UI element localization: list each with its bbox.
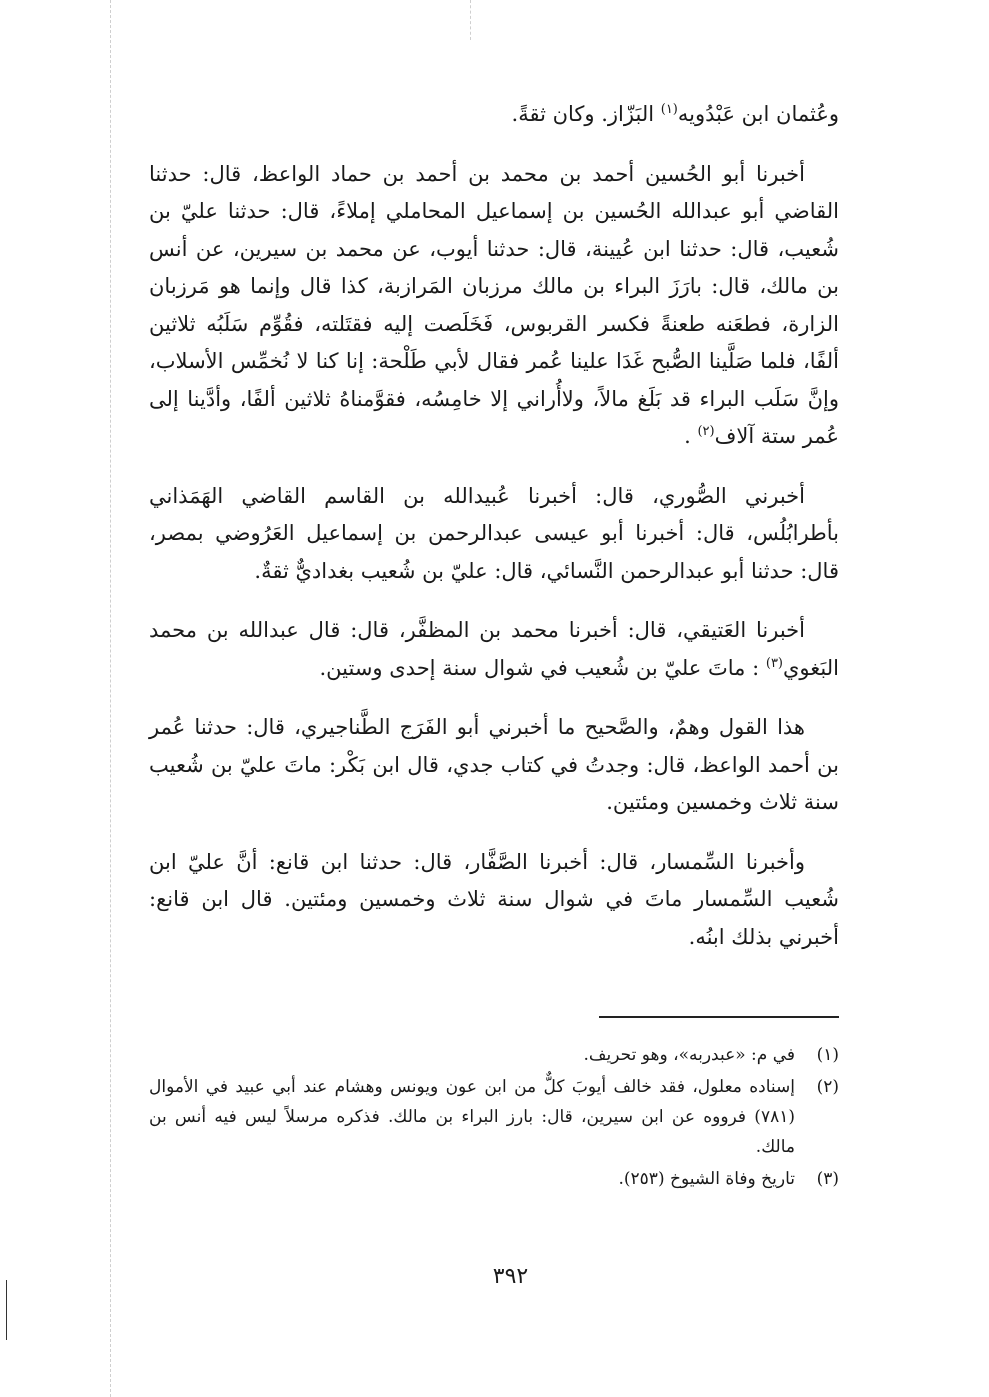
- scan-edge-mark: [6, 1280, 7, 1340]
- footnote-reference: (٣): [765, 655, 783, 671]
- footnote-reference: (٢): [697, 424, 715, 439]
- footnote-text: في م: «عبدربه»، وهو تحريف.: [583, 1045, 795, 1065]
- scan-crease-line: [110, 0, 111, 1397]
- paragraph: [149, 709, 839, 822]
- scan-crease-line: [470, 0, 471, 40]
- paragraph-text-tail: .: [684, 424, 698, 448]
- footnote-separator: [599, 1016, 839, 1018]
- footnote: [149, 1164, 839, 1194]
- page-number: ٣٩٢: [492, 1264, 529, 1289]
- footnote-number: (١): [816, 1045, 839, 1065]
- footnote: [149, 1072, 839, 1162]
- paragraph-text: أخبرنا العَتيقي، قال: أخبرنا محمد بن المظفَّر، قال: قال عبدالله بن محمد البَغوي: [149, 618, 839, 680]
- paragraph-text: وأخبرنا السِّمسار، قال: أخبرنا الصَّفَّار، قال: حدثنا ابن قانع: أنَّ عليّ ابن شُعيب السِّمسار ماتَ في شوال سنة ثلاث وخمسين ومئتين. قال ابن قانع: أخبرني بذلك ابنُه.: [149, 849, 839, 949]
- footnote-text: إسناده معلول، فقد خالف أيوبَ كلٌّ من ابن عون ويونس وهشام عند أبي عبيد في الأموال (٧٨١) فرووه عن ابن سيرين، قال: بارز البراء بن مالك. فذكره مرسلاً ليس فيه أنس بن مالك.: [149, 1077, 795, 1157]
- paragraph-text: أخبرنا أبو الحُسين أحمد بن محمد بن أحمد بن حماد الواعظ، قال: حدثنا القاضي أبو عبدالله الحُسين بن إسماعيل المحاملي إملاءً، قال: حدثنا عليّ بن شُعيب، قال: حدثنا ابن عُيينة، قال: حدثنا أيوب، عن محمد بن سيرين، عن أنس بن مالك، قال: بارَزَ البراء بن مالك مرزبان المَرازبة، كذا قال وإنما هو مَرزبان الزارة، فطعَنه طعنةً فكسر القربوس، فَخَلَصت إليه فقتَلته، فقُوِّم سَلَبُه ثلاثين ألفًا، فلما صَلَّينا الصُّبح غَدَا علينا عُمر فقال لأبي طَلْحة: إنا كنا لا نُخمِّس الأسلاب، وإنَّ سَلَب البراء قد بَلَغ مالاً، ولاأُراني إلا خامِسُه، فقوَّمناهُ ثلاثين ألفًا، وأدَّينا إلى عُمر ستة آلاف: [149, 161, 839, 448]
- paragraph-text: أخبرني الصُّوري، قال: أخبرنا عُبيدالله بن القاسم القاضي الهَمَذاني بأطرابُلُس، قال: أخبرنا أبو عيسى عبدالرحمن بن إسماعيل العَرُوضي بمصر، قال: حدثنا أبو عبدالرحمن النَّسائي، قال: عليّ بن شُعيب بغداديٌّ ثقةٌ.: [149, 483, 839, 583]
- paragraph: [149, 612, 839, 687]
- paragraph: [149, 156, 839, 456]
- paragraph-text: هذا القول وهمٌ، والصَّحيح ما أخبرني أبو الفَرَج الطَّناجيري، قال: حدثنا عُمر بن أحمد الواعظ، قال: وجدتُ في كتاب جدي، قال ابن بَكْر: ماتَ عليّ بن شُعيب سنة ثلاث وخمسين ومئتين.: [149, 715, 839, 814]
- paragraph: [149, 478, 839, 591]
- footnote-text: تاريخ وفاة الشيوخ (٢٥٣).: [618, 1169, 795, 1189]
- paragraph-text: وعُثمان ابن عَبْدُويه: [677, 102, 839, 126]
- paragraph-text-tail: البَزّاز. وكان ثقةً.: [511, 102, 661, 126]
- footnote-number: (٢): [816, 1077, 839, 1097]
- paragraph: [149, 96, 839, 134]
- footnote: [149, 1040, 839, 1070]
- main-text: [149, 96, 839, 978]
- footnotes: [149, 1040, 839, 1196]
- footnote-number: (٣): [816, 1169, 839, 1189]
- paragraph-text-tail: : ماتَ عليّ بن شُعيب في شوال سنة إحدى وستين.: [319, 655, 766, 680]
- footnote-reference: (١): [660, 102, 678, 117]
- paragraph: [149, 844, 839, 957]
